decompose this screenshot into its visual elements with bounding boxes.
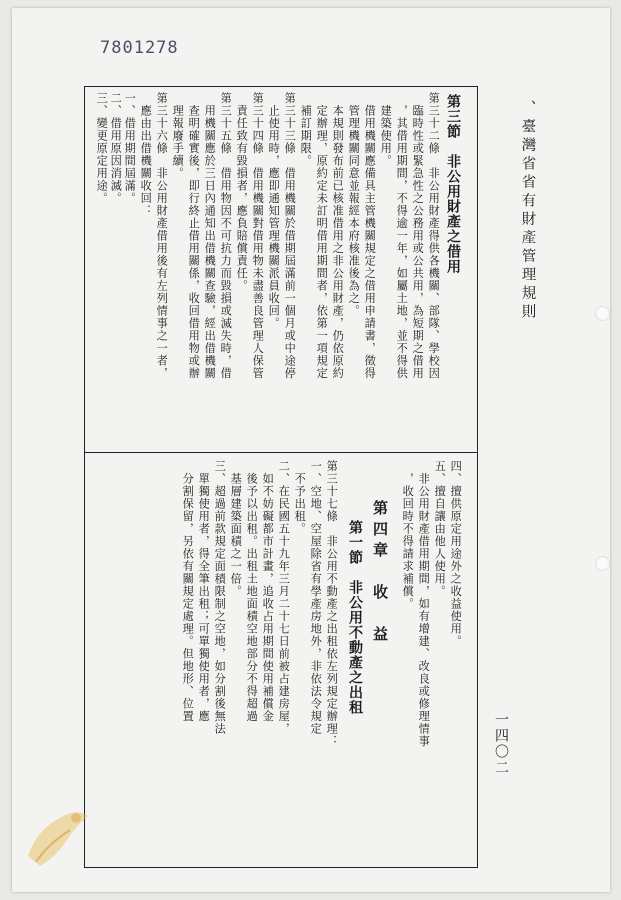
lower-line: 三、超過前款規定面積限制之空地，如分割後無法 <box>213 460 227 735</box>
lower-line: 不予出租。 <box>293 460 307 535</box>
upper-line: 用機關應於三日內通知出借機關查驗，經出借機關 <box>203 92 217 380</box>
upper-section-title: 第三節 非公用財產之借用 <box>445 94 461 274</box>
upper-line: 補訂期限。 <box>299 92 313 167</box>
lower-item: 五、擅自讓由他人使用。 <box>433 460 447 598</box>
upper-line: 止使用時，應即通知管理機關派員收回。 <box>267 92 281 330</box>
upper-line: 建築使用。 <box>379 92 393 167</box>
upper-line: 第三十二條 非公用財產得供各機關、部隊、學校因 <box>427 92 441 380</box>
lower-line: 如不妨礙都市計畫，追收占用期間使用補償金 <box>261 460 275 723</box>
upper-line: 臨時性或緊急性之公務用或公共用，為短期之借用 <box>411 92 425 380</box>
lower-line: 後予以出租。出租土地面積空地部分不得超過 <box>245 460 259 723</box>
upper-item: 三、變更原定用途。 <box>95 92 109 205</box>
lower-item: ，收回時不得請求補償。 <box>401 460 415 610</box>
upper-line: 應由出借機關收回： <box>139 92 153 217</box>
binder-hole-bottom <box>595 556 610 571</box>
upper-line: 第三十三條 借用機關於借期屆滿前一個月或中途停 <box>283 92 297 380</box>
running-head: 、臺灣省省有財產管理規則 <box>519 100 536 322</box>
upper-line: ，其借用期間，不得逾一年，如屬土地，並不得供 <box>395 92 409 380</box>
binder-hole-top <box>595 306 610 321</box>
lower-line: 單獨使用者，得全筆出租；可單獨使用者，應 <box>197 460 211 723</box>
upper-item: 一、借用期間屆滿。 <box>123 92 137 205</box>
upper-line: 第三十五條 借用物因不可抗力而毀損或滅失時，借 <box>219 92 233 380</box>
watermark-logo-icon <box>18 796 98 876</box>
document-number-stamp: 7801278 <box>100 38 179 58</box>
lower-line: 第三十七條 非公用不動產之出租依左列規定辦理： <box>325 460 339 748</box>
upper-line: 定辦理，原約定未訂明借用期間者，依第一項規定 <box>315 92 329 380</box>
lower-item: 非公用財產借用期間，如有增建、改良或修理情事 <box>417 460 431 748</box>
upper-line: 管理機關同意並報經本府核准後為之。 <box>347 92 361 317</box>
upper-line: 第三十四條 借用機關對借用物未盡善良管理人保管 <box>251 92 265 380</box>
upper-line: 查明確實後，即行終止借用關係，收回借用物或辦 <box>187 92 201 380</box>
upper-line: 第三十六條 非公用財產借用後有左列情事之一者， <box>155 92 169 380</box>
lower-line: 分割保留，另依有關規定處理。但地形、位置 <box>181 460 195 723</box>
upper-line: 本規則發布前已核准借用之非公用財產，仍依原約 <box>331 92 345 380</box>
lower-line: 一、空地、空屋除省有學產房地外，非依法令規定 <box>309 460 323 735</box>
lower-line: 二、在民國五十九年三月二十七日前被占建房屋， <box>277 460 291 735</box>
upper-line: 責任致有毀損者，應負賠償責任。 <box>235 92 249 292</box>
chapter-title: 第四章 收 益 <box>371 500 389 647</box>
upper-line: 理報廢手續。 <box>171 92 185 180</box>
page-number: 一四〇二 <box>493 712 509 776</box>
lower-line: 基層建築面積之一倍。 <box>229 460 243 598</box>
upper-line: 借用機關應備具主管機關規定之借用申請書，徵得 <box>363 92 377 380</box>
lower-section-title: 第一節 非公用不動產之出租 <box>347 520 363 715</box>
upper-item: 二、借用原因消滅。 <box>109 92 123 205</box>
lower-item: 四、擅供原定用途外之收益使用。 <box>449 460 463 648</box>
tier-divider <box>84 452 478 453</box>
